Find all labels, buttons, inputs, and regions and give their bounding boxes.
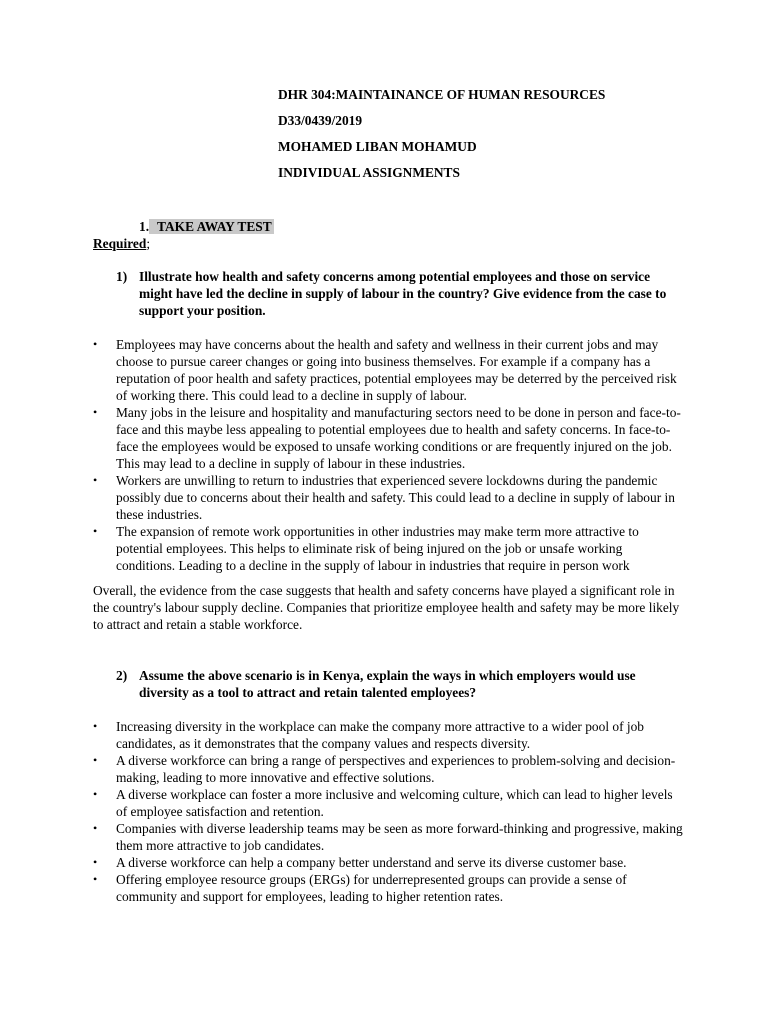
bullet-icon: •: [93, 719, 98, 733]
question-1-text: Illustrate how health and safety concerns among potential employees and those on service might have led the decline in supply of labour in the country? Give evidence from the case to support your position.: [139, 269, 667, 318]
list-item: • Companies with diverse leadership teams may be seen as more forward-thinking and progressive, making them more attractive to job candidates.: [93, 821, 683, 853]
bullet-icon: •: [93, 753, 98, 767]
bullet-icon: •: [93, 524, 98, 538]
section-number: 1.: [139, 219, 150, 234]
section-heading: [139, 218, 274, 235]
bullet-icon: •: [93, 855, 98, 869]
list-item: • A diverse workforce can help a company better understand and serve its diverse customer base.: [93, 855, 627, 870]
list-item: • A diverse workforce can bring a range of perspectives and experiences to problem-solving and decision-making, leading to more innovative and effective solutions.: [93, 753, 676, 785]
list-item: • Many jobs in the leisure and hospitality and manufacturing sectors need to be done in person and face-to-face and this maybe less appealing to potential employees due to health and safety concerns. In face-to-face the employees would be exposed to unsafe working conditions or are frequently injured on the job. This may lead to a decline in supply of labour in these industries.: [93, 405, 681, 471]
question-2: [116, 667, 679, 701]
list-item: • A diverse workplace can foster a more inclusive and welcoming culture, which can lead to higher levels of employee satisfaction and retention.: [93, 787, 673, 819]
bullet-icon: •: [93, 405, 98, 419]
answer-2-list: [93, 718, 683, 905]
assignment-type: INDIVIDUAL ASSIGNMENTS: [278, 165, 460, 180]
answer-1-list: [93, 336, 683, 574]
registration-number: D33/0439/2019: [278, 113, 363, 128]
question-2-number: 2): [116, 668, 128, 683]
section-title-highlight: TAKE AWAY TEST: [149, 219, 274, 234]
document-header: [278, 86, 605, 190]
list-item: • Increasing diversity in the workplace can make the company more attractive to a wider pool of job candidates, as it demonstrates that the company values and respects diversity.: [93, 719, 644, 751]
required-label: [93, 235, 150, 252]
question-1-number: 1): [116, 269, 128, 284]
required-text: Required: [93, 236, 147, 251]
bullet-icon: •: [93, 872, 98, 886]
list-item: • Offering employee resource groups (ERGs) for underrepresented groups can provide a sense of community and support for employees, leading to higher retention rates.: [93, 872, 627, 904]
question-1: [116, 268, 679, 319]
required-suffix: ;: [146, 236, 151, 251]
list-item: • Workers are unwilling to return to industries that experienced severe lockdowns during the pandemic possibly due to concerns about their health and safety. This could lead to a decline in supply of labour in these industries.: [93, 473, 675, 522]
bullet-icon: •: [93, 821, 98, 835]
bullet-icon: •: [93, 337, 98, 351]
question-2-text: Assume the above scenario is in Kenya, explain the ways in which employers would use diversity as a tool to attract and retain talented employees?: [139, 668, 636, 700]
bullet-icon: •: [93, 473, 98, 487]
list-item: • Employees may have concerns about the health and safety and wellness in their current jobs and may choose to pursue career changes or going into business themselves. For example if a company has a reputation of poor health and safety practices, potential employees may be deterred by the perceived risk of working there. This could lead to a decline in supply of labour.: [93, 337, 677, 403]
list-item: • The expansion of remote work opportunities in other industries may make term more attractive to potential employees. This helps to eliminate risk of being injured on the job or unsafe working conditions. Leading to a decline in the supply of labour in industries that require in person work: [93, 524, 639, 573]
answer-1-conclusion: Overall, the evidence from the case suggests that health and safety concerns have played a significant role in the country's labour supply decline. Companies that prioritize employee health and safety may be more likely to attract and retain a stable workforce.: [93, 583, 680, 632]
course-title: DHR 304:MAINTAINANCE OF HUMAN RESOURCES: [278, 87, 606, 102]
student-name: MOHAMED LIBAN MOHAMUD: [278, 139, 477, 154]
bullet-icon: •: [93, 787, 98, 801]
